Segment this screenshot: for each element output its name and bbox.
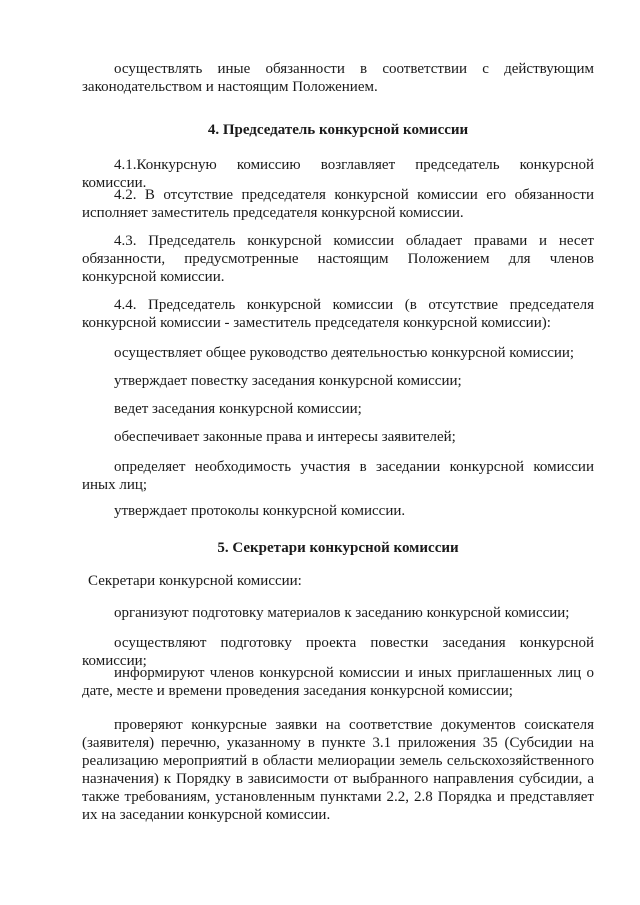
section-5-heading: 5. Секретари конкурсной комиссии (217, 540, 459, 556)
list-item-prepare-agenda: осуществляют подготовку проекта повестки заседания конкурсной комиссии; (82, 635, 594, 669)
list-item-participation: определяет необходимость участия в заседании конкурсной комиссии иных лиц; (82, 459, 594, 493)
list-item-prepare-materials: организуют подготовку материалов к заседанию конкурсной комиссии; (114, 605, 570, 621)
paragraph-4-2: 4.2. В отсутствие председателя конкурсной комиссии его обязанности исполняет заместитель председателя конкурсной комиссии. (82, 187, 594, 221)
section-4-heading: 4. Председатель конкурсной комиссии (207, 122, 469, 138)
list-item-check-applications: проверяют конкурсные заявки на соответствие документов соискателя (заявителя) перечню, указанному в пункте 3.1 приложения 35 (Субсидии на реализацию мероприятий в области мелиорации земель сельскохозяйственного назначения) к Порядку в зависимости от выбранного направления субсидии, а также требованиям, установленным пунктами 2.2, 2.8 Порядка и представляет их на заседании конкурсной комиссии. (82, 717, 594, 823)
list-item-conducts-meetings: ведет заседания конкурсной комиссии; (114, 401, 362, 417)
list-item-approves-agenda: утверждает повестку заседания конкурсной комиссии; (114, 373, 462, 389)
list-item-inform-members: информируют членов конкурсной комиссии и иных приглашенных лиц о дате, месте и времени проведения заседания конкурсной комиссии; (82, 665, 594, 699)
paragraph-4-1: 4.1.Конкурсную комиссию возглавляет председатель конкурсной комиссии. (82, 157, 594, 191)
list-item-approves-protocols: утверждает протоколы конкурсной комиссии. (114, 503, 406, 519)
list-item-ensures-rights: обеспечивает законные права и интересы заявителей; (114, 429, 456, 445)
paragraph-duties-continuation: осуществлять иные обязанности в соответствии с действующим законодательством и настоящим Положением. (82, 61, 594, 95)
paragraph-4-3: 4.3. Председатель конкурсной комиссии обладает правами и несет обязанности, предусмотренные настоящим Положением для членов конкурсной комиссии. (82, 233, 594, 285)
list-item-general-management: осуществляет общее руководство деятельностью конкурсной комиссии; (114, 345, 575, 361)
paragraph-4-4: 4.4. Председатель конкурсной комиссии (в отсутствие председателя конкурсной комиссии - заместитель председателя конкурсной комиссии): (82, 297, 594, 331)
paragraph-secretaries-intro: Секретари конкурсной комиссии: (88, 573, 302, 589)
